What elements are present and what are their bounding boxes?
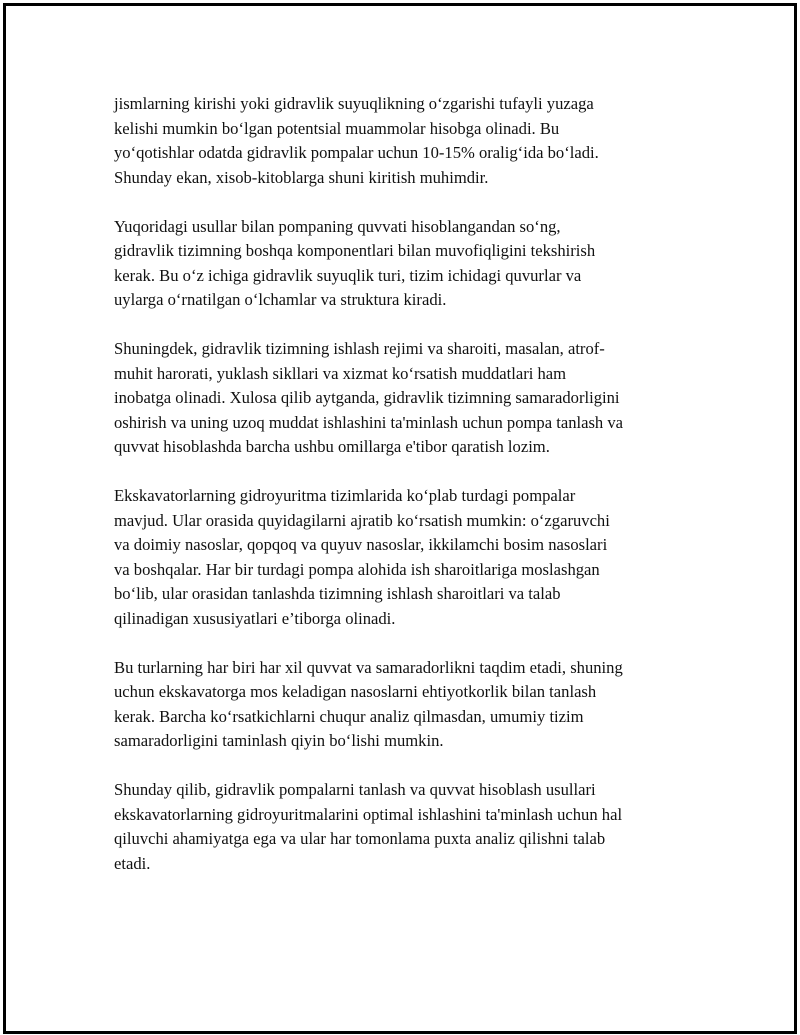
text-line: oshirish va uning uzoq muddat ishlashini ta'minlash uchun pompa tanlash va xyxy=(114,412,624,432)
text-line: jismlarning kirishi yoki gidravlik suyuqlikning o‘zgarishi tufayli yuzaga xyxy=(114,94,594,113)
paragraph-6 xyxy=(114,778,694,876)
text-line: uchun ekskavatorga mos keladigan nasoslarni ehtiyotkorlik bilan tanlash xyxy=(114,682,597,701)
text-line: samaradorligini taminlash qiyin bo‘lishi mumkin. xyxy=(114,731,444,750)
text-line: qiluvchi ahamiyatga ega va ular har tomonlama puxta analiz qilishni talab xyxy=(114,829,606,848)
text-line: ekskavatorlarning gidroyuritmalarini optimal ishlashini ta'minlash uchun hal xyxy=(114,804,623,824)
text-line: va doimiy nasoslar, qopqoq va quyuv nasoslar, ikkilamchi bosim nasoslari xyxy=(114,535,608,554)
paragraph-3 xyxy=(114,337,694,460)
text-line: yo‘qotishlar odatda gidravlik pompalar uchun 10-15% oralig‘ida bo‘ladi. xyxy=(114,143,599,162)
text-line: etadi. xyxy=(114,853,151,873)
text-line: qilinadigan xususiyatlari e’tiborga olinadi. xyxy=(114,608,396,628)
text-line: kerak. Bu o‘z ichiga gidravlik suyuqlik turi, tizim ichidagi quvurlar va xyxy=(114,265,582,285)
text-line: gidravlik tizimning boshqa komponentlari bilan muvofiqligini tekshirish xyxy=(114,241,596,260)
text-line: kerak. Barcha ko‘rsatkichlarni chuqur analiz qilmasdan, umumiy tizim xyxy=(114,706,584,726)
paragraph-2 xyxy=(114,215,694,313)
text-line: inobatga olinadi. Xulosa qilib aytganda, gidravlik tizimning samaradorligini xyxy=(114,388,620,407)
text-line: muhit harorati, yuklash sikllari va xizmat ko‘rsatish muddatlari ham xyxy=(114,363,567,383)
text-line: bo‘lib, ular orasidan tanlashda tizimning ishlash sharoitlari va talab xyxy=(114,584,561,603)
document-body xyxy=(114,92,694,901)
text-line: va boshqalar. Har bir turdagi pompa alohida ish sharoitlariga moslashgan xyxy=(114,559,600,579)
text-line: Bu turlarning har biri har xil quvvat va samaradorlikni taqdim etadi, shuning xyxy=(114,657,623,677)
text-line: Ekskavatorlarning gidroyuritma tizimlarida ko‘plab turdagi pompalar xyxy=(114,486,576,505)
text-line: uylarga o‘rnatilgan o‘lchamlar va struktura kiradi. xyxy=(114,290,447,309)
paragraph-5 xyxy=(114,656,694,754)
text-line: Shuningdek, gidravlik tizimning ishlash rejimi va sharoiti, masalan, atrof- xyxy=(114,339,605,358)
text-line: Shunday qilib, gidravlik pompalarni tanlash va quvvat hisoblash usullari xyxy=(114,780,596,799)
text-line: Shunday ekan, xisob-kitoblarga shuni kiritish muhimdir. xyxy=(114,167,489,187)
text-line: mavjud. Ular orasida quyidagilarni ajratib ko‘rsatish mumkin: o‘zgaruvchi xyxy=(114,510,610,530)
text-line: quvvat hisoblashda barcha ushbu omillarga e'tibor qaratish lozim. xyxy=(114,437,550,456)
paragraph-1 xyxy=(114,92,694,190)
paragraph-4 xyxy=(114,484,694,631)
text-line: Yuqoridagi usullar bilan pompaning quvvati hisoblangandan so‘ng, xyxy=(114,216,561,236)
text-line: kelishi mumkin bo‘lgan potentsial muammolar hisobga olinadi. Bu xyxy=(114,118,560,138)
